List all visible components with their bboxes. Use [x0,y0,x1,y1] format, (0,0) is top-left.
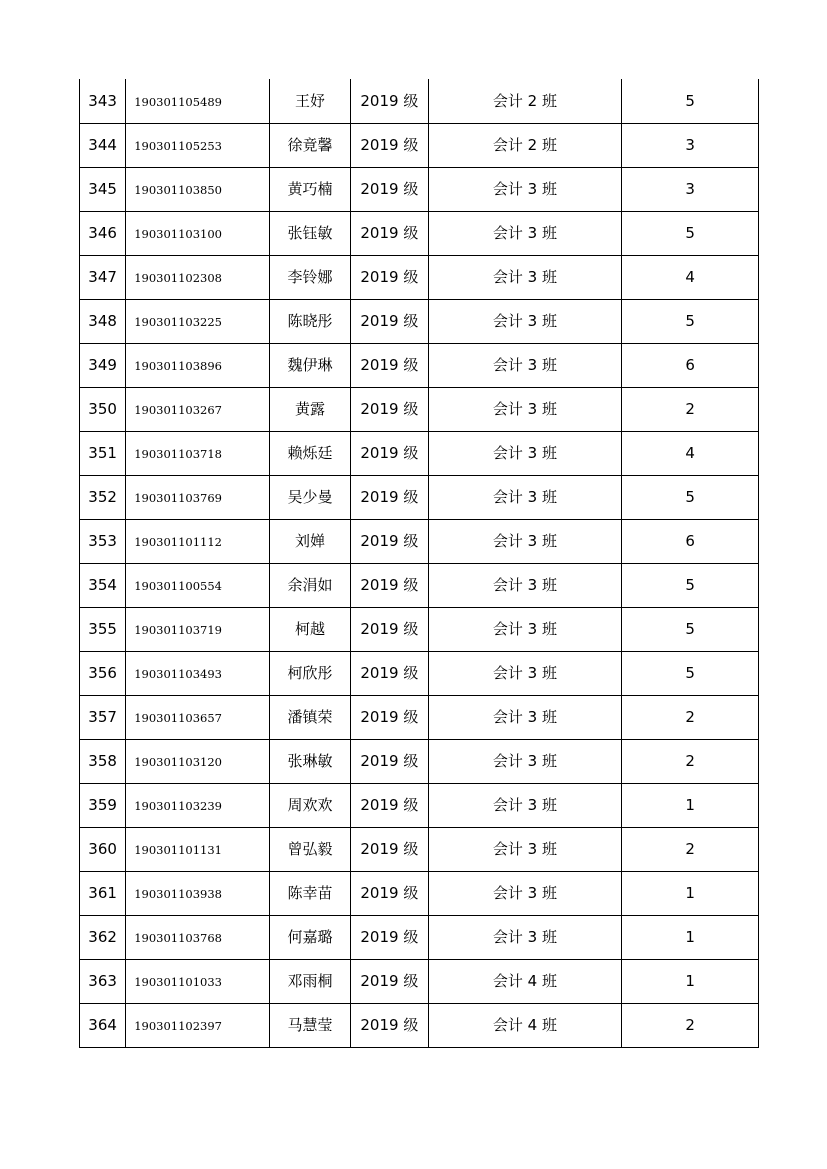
student-id-text: 190301101131 [134,843,223,857]
cell-class: 会计 3 班 [428,168,622,212]
cell-seq: 350 [80,388,126,432]
student-id-text: 190301105489 [134,94,223,109]
student-id-text: 190301103267 [134,403,223,417]
cell-count: 5 [622,652,759,696]
cell-student-id [126,256,270,300]
cell-name: 吴少曼 [269,476,350,520]
student-id-text: 190301103768 [134,931,223,945]
cell-student-id [126,168,270,212]
cell-grade: 2019 级 [351,916,428,960]
student-table [79,79,759,1048]
table-row [80,564,759,608]
cell-grade: 2019 级 [351,608,428,652]
cell-count: 2 [622,696,759,740]
cell-student-id [126,520,270,564]
cell-count: 2 [622,1004,759,1048]
cell-class: 会计 3 班 [428,520,622,564]
table-row [80,212,759,256]
cell-student-id [126,784,270,828]
cell-grade: 2019 级 [351,388,428,432]
cell-grade: 2019 级 [351,960,428,1004]
student-id-text: 190301103769 [134,491,223,505]
cell-count: 4 [622,432,759,476]
cell-grade: 2019 级 [351,344,428,388]
cell-student-id [126,916,270,960]
cell-grade: 2019 级 [351,79,428,124]
cell-seq: 355 [80,608,126,652]
cell-seq: 364 [80,1004,126,1048]
cell-count: 1 [622,784,759,828]
cell-student-id [126,388,270,432]
cell-name: 柯欣彤 [269,652,350,696]
cell-grade: 2019 级 [351,784,428,828]
cell-seq: 357 [80,696,126,740]
cell-name: 余涓如 [269,564,350,608]
table-row [80,432,759,476]
cell-student-id [126,960,270,1004]
cell-name: 王妤 [269,79,350,124]
cell-name: 曾弘毅 [269,828,350,872]
cell-grade: 2019 级 [351,432,428,476]
cell-count: 5 [622,212,759,256]
cell-seq: 361 [80,872,126,916]
cell-class: 会计 3 班 [428,388,622,432]
table-row [80,872,759,916]
student-id-text: 190301101112 [134,535,223,549]
cell-student-id [126,564,270,608]
cell-class: 会计 3 班 [428,256,622,300]
cell-seq: 352 [80,476,126,520]
cell-seq: 360 [80,828,126,872]
cell-class: 会计 4 班 [428,1004,622,1048]
cell-class: 会计 3 班 [428,432,622,476]
table-row [80,124,759,168]
table-body [80,79,759,1048]
cell-student-id [126,608,270,652]
cell-grade: 2019 级 [351,520,428,564]
cell-student-id [126,212,270,256]
cell-grade: 2019 级 [351,740,428,784]
cell-count: 6 [622,520,759,564]
cell-student-id [126,872,270,916]
cell-count: 1 [622,960,759,1004]
cell-class: 会计 3 班 [428,608,622,652]
cell-name: 邓雨桐 [269,960,350,1004]
cell-count: 4 [622,256,759,300]
cell-name: 马慧莹 [269,1004,350,1048]
cell-grade: 2019 级 [351,124,428,168]
cell-grade: 2019 级 [351,872,428,916]
cell-count: 2 [622,740,759,784]
cell-student-id [126,696,270,740]
cell-seq: 353 [80,520,126,564]
cell-count: 1 [622,872,759,916]
cell-student-id [126,79,270,124]
table-row [80,79,759,124]
cell-grade: 2019 级 [351,168,428,212]
cell-seq: 363 [80,960,126,1004]
cell-name: 李铃娜 [269,256,350,300]
cell-count: 5 [622,608,759,652]
cell-class: 会计 3 班 [428,476,622,520]
cell-grade: 2019 级 [351,652,428,696]
cell-seq: 354 [80,564,126,608]
student-id-text: 190301103938 [134,887,223,901]
cell-class: 会计 3 班 [428,300,622,344]
cell-name: 陈幸苗 [269,872,350,916]
cell-grade: 2019 级 [351,476,428,520]
table-row [80,256,759,300]
table-row [80,784,759,828]
cell-seq: 356 [80,652,126,696]
table-row [80,652,759,696]
cell-student-id [126,432,270,476]
student-id-text: 190301103657 [134,711,223,725]
cell-student-id [126,740,270,784]
cell-name: 刘婵 [269,520,350,564]
cell-name: 柯越 [269,608,350,652]
cell-count: 5 [622,300,759,344]
student-id-text: 190301101033 [134,975,223,989]
cell-seq: 343 [80,79,126,124]
cell-student-id [126,344,270,388]
cell-grade: 2019 级 [351,300,428,344]
cell-grade: 2019 级 [351,564,428,608]
cell-class: 会计 3 班 [428,652,622,696]
cell-student-id [126,124,270,168]
cell-name: 徐竟馨 [269,124,350,168]
cell-seq: 346 [80,212,126,256]
cell-seq: 362 [80,916,126,960]
cell-student-id [126,652,270,696]
student-id-text: 190301103718 [134,447,223,461]
cell-grade: 2019 级 [351,696,428,740]
cell-class: 会计 3 班 [428,212,622,256]
student-id-text: 190301103100 [134,227,223,241]
cell-count: 5 [622,476,759,520]
student-id-text: 190301102308 [134,271,223,285]
student-id-text: 190301100554 [134,579,223,593]
cell-seq: 345 [80,168,126,212]
table-row [80,740,759,784]
student-id-text: 190301103239 [134,799,223,813]
cell-count: 6 [622,344,759,388]
table-row [80,520,759,564]
cell-name: 黄露 [269,388,350,432]
table-row [80,1004,759,1048]
cell-class: 会计 4 班 [428,960,622,1004]
cell-class: 会计 3 班 [428,740,622,784]
cell-seq: 349 [80,344,126,388]
cell-grade: 2019 级 [351,212,428,256]
table-row [80,960,759,1004]
cell-seq: 351 [80,432,126,476]
table-row [80,344,759,388]
table-row [80,388,759,432]
student-id-text: 190301103120 [134,755,223,769]
student-id-text: 190301105253 [134,139,223,153]
table-row [80,300,759,344]
cell-student-id [126,476,270,520]
student-id-text: 190301103493 [134,667,223,681]
cell-student-id [126,1004,270,1048]
student-id-text: 190301103896 [134,359,223,373]
cell-student-id [126,300,270,344]
cell-name: 陈晓彤 [269,300,350,344]
cell-count: 2 [622,388,759,432]
cell-name: 张琳敏 [269,740,350,784]
cell-count: 5 [622,79,759,124]
student-id-text: 190301103719 [134,623,223,637]
cell-count: 3 [622,124,759,168]
cell-seq: 347 [80,256,126,300]
table-row [80,916,759,960]
cell-grade: 2019 级 [351,1004,428,1048]
cell-count: 3 [622,168,759,212]
table-row [80,168,759,212]
table-row [80,476,759,520]
table-row [80,696,759,740]
cell-class: 会计 3 班 [428,696,622,740]
table-row [80,608,759,652]
cell-name: 张钰敏 [269,212,350,256]
cell-count: 1 [622,916,759,960]
cell-seq: 358 [80,740,126,784]
cell-seq: 359 [80,784,126,828]
cell-class: 会计 2 班 [428,79,622,124]
cell-grade: 2019 级 [351,828,428,872]
cell-name: 黄巧楠 [269,168,350,212]
cell-student-id [126,828,270,872]
student-id-text: 190301103225 [134,315,223,329]
cell-class: 会计 3 班 [428,828,622,872]
cell-class: 会计 2 班 [428,124,622,168]
cell-class: 会计 3 班 [428,564,622,608]
cell-name: 魏伊琳 [269,344,350,388]
cell-name: 何嘉璐 [269,916,350,960]
cell-grade: 2019 级 [351,256,428,300]
cell-count: 2 [622,828,759,872]
cell-class: 会计 3 班 [428,344,622,388]
student-id-text: 190301103850 [134,183,223,197]
student-id-text: 190301102397 [134,1019,223,1033]
cell-class: 会计 3 班 [428,784,622,828]
cell-name: 潘镇荣 [269,696,350,740]
cell-class: 会计 3 班 [428,872,622,916]
cell-seq: 344 [80,124,126,168]
cell-count: 5 [622,564,759,608]
cell-name: 周欢欢 [269,784,350,828]
cell-seq: 348 [80,300,126,344]
cell-name: 赖烁廷 [269,432,350,476]
table-row [80,828,759,872]
cell-class: 会计 3 班 [428,916,622,960]
